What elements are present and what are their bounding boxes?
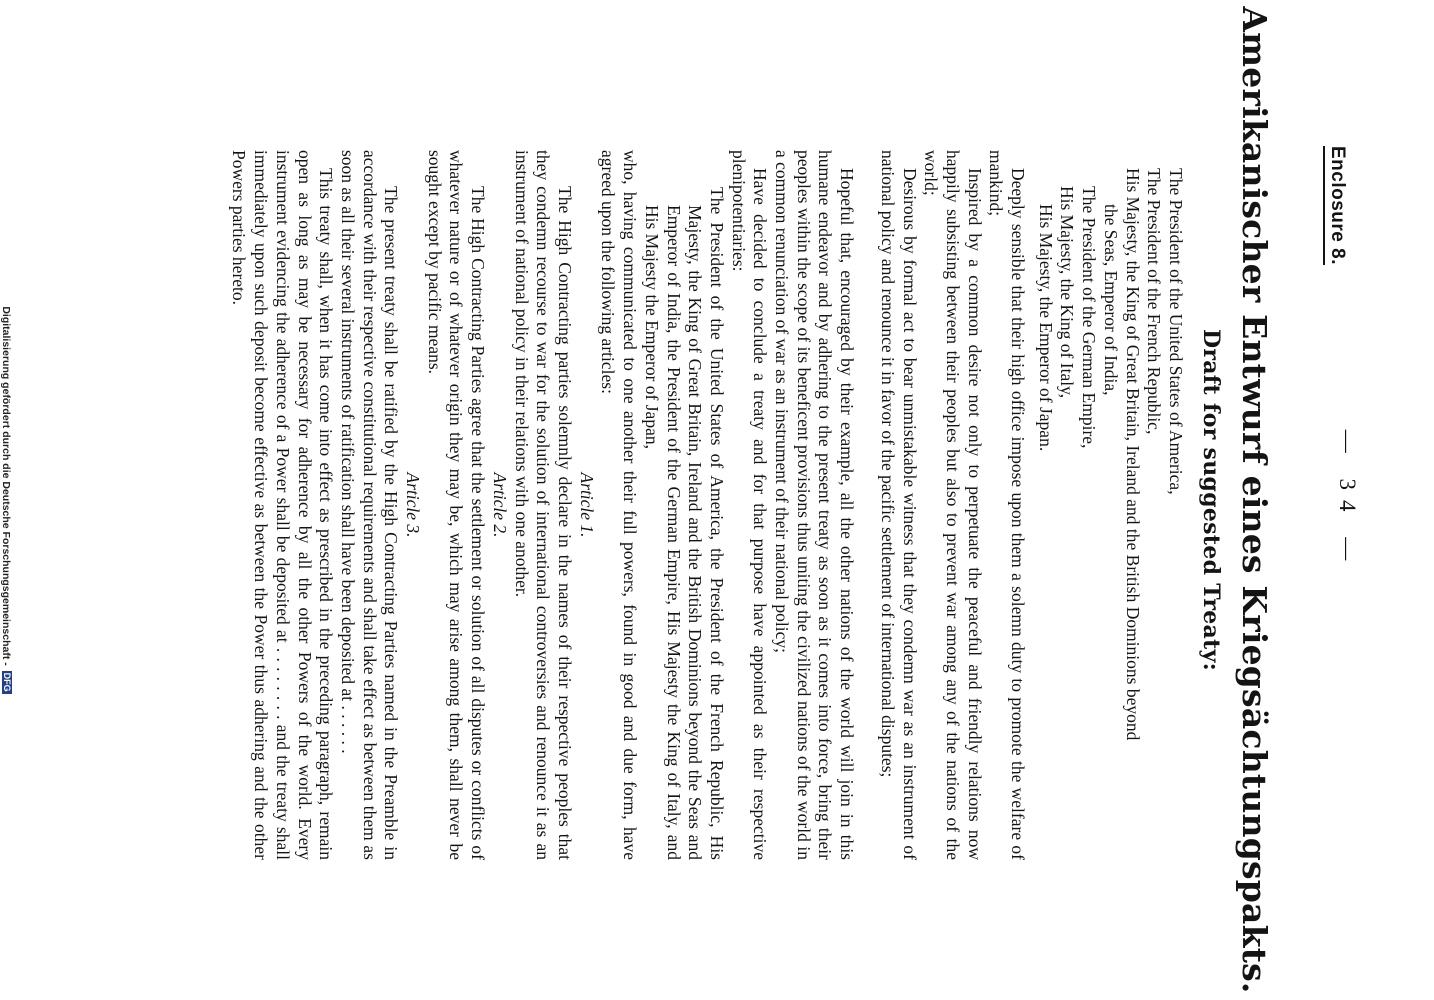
preamble-hopeful: Hopeful that, encouraged by their example, all the other nations of the world will join in this humane endeavor and by adhering to the present treaty as soon as it comes into force, bring their peoples within the scope of its beneficent provisions thus uniting the civilized nations of the world in a common renunciation of war as an instrument of their national policy;: [772, 150, 858, 860]
article-3-text-2: This treaty shall, when it has come into effect as prescribed in the preceding paragraph, remain open as long as may be necessary for adherence by all the other Powers of the world. Every instrument evidencing the adherence of a Power shall be deposited at . . . . . . . . and the treaty shall immediately upon such deposit become effective as between the Power thus adhering and the other Powers parties hereto.: [229, 150, 337, 860]
preamble-inspired: Inspired by a common desire not only to perpetuate the peaceful and friendly relations now happily subsisting between their peoples but also to prevent war among any of the nations of the world;: [921, 150, 985, 860]
preamble-plenipotentiaries: The President of the United States of America, the President of the French Republic, His Majesty, the King of Great Britain, Ireland and the British Dominions beyond the Seas and Emperor of India, the President of the German Empire, His Majesty the King of Italy, and His Majesty the Emperor of Japan,: [641, 187, 727, 860]
preamble-have-decided: Have decided to conclude a treaty and for that purpose have appointed as their respective plenipotentiaries:: [728, 150, 771, 860]
dfg-logo: DFG: [2, 672, 12, 692]
english-title: Draft for suggested Treaty:: [1198, 328, 1224, 672]
article-3-heading: Article 3.: [403, 472, 424, 538]
party-line: His Majesty, the King of Italy,: [1057, 186, 1078, 399]
german-title: Amerikanischer Entwurf eines Kriegsächtungspakts.: [1235, 6, 1274, 994]
digitization-note: [0, 0, 12, 1000]
preamble-desirous: Desirous by formal act to bear unmistakable witness that they condemn war as an instrument of national policy and renounce it in favor of the pacific settlement of international disputes;: [877, 150, 920, 860]
treaty-text: [228, 150, 1186, 860]
article-1-text: The High Contracting parties solemnly declare in the names of their respective peoples that they condemn recourse to war for the solution of international controversies and renounce it as an instrument of national policy in their relations with one another.: [511, 150, 576, 860]
preamble-deeply: Deeply sensible that their high office impose upon them a solemn duty to promote the welfare of mankind;: [986, 150, 1029, 860]
party-line: His Majesty, the King of Great Britain, Ireland and the British Dominions beyond: [1122, 168, 1143, 741]
parties-list: [1034, 150, 1186, 860]
funding-note-text: Digitalisierung gefördert durch die Deutsche Forschungsgemeinschaft -: [0, 306, 12, 666]
party-line: The President of the French Republic,: [1144, 168, 1165, 435]
article-2-heading: Article 2.: [489, 472, 510, 538]
party-line: the Seas, Emperor of India,: [1100, 204, 1121, 396]
party-line: The President of the German Empire,: [1079, 186, 1100, 449]
article-3-text: The present treaty shall be ratified by the High Contracting Parties named in the Preamble in accordance with their respective constitutional requirements and shall take effect as between them as soon as all their several instruments of ratification shall have been deposited at . . . . . .: [337, 150, 402, 860]
party-line: His Majesty, the Emperor of Japan.: [1035, 204, 1056, 452]
article-1-heading: Article 1.: [576, 472, 597, 538]
preamble-who: who, having communicated to one another their full powers, found in good and due form, have agreed upon the following articles:: [598, 150, 641, 860]
enclosure-label: Enclosure 8.: [1323, 146, 1348, 265]
page-number: — 34 —: [1335, 429, 1360, 571]
article-2-text: The High Contracting Parties agree that the settlement or solution of all disputes or conflicts of whatever nature or of whatever origin they may be, which may arise among them, shall never be sought except by pacific means.: [424, 150, 489, 860]
party-line: The President of the United States of America,: [1166, 168, 1186, 495]
